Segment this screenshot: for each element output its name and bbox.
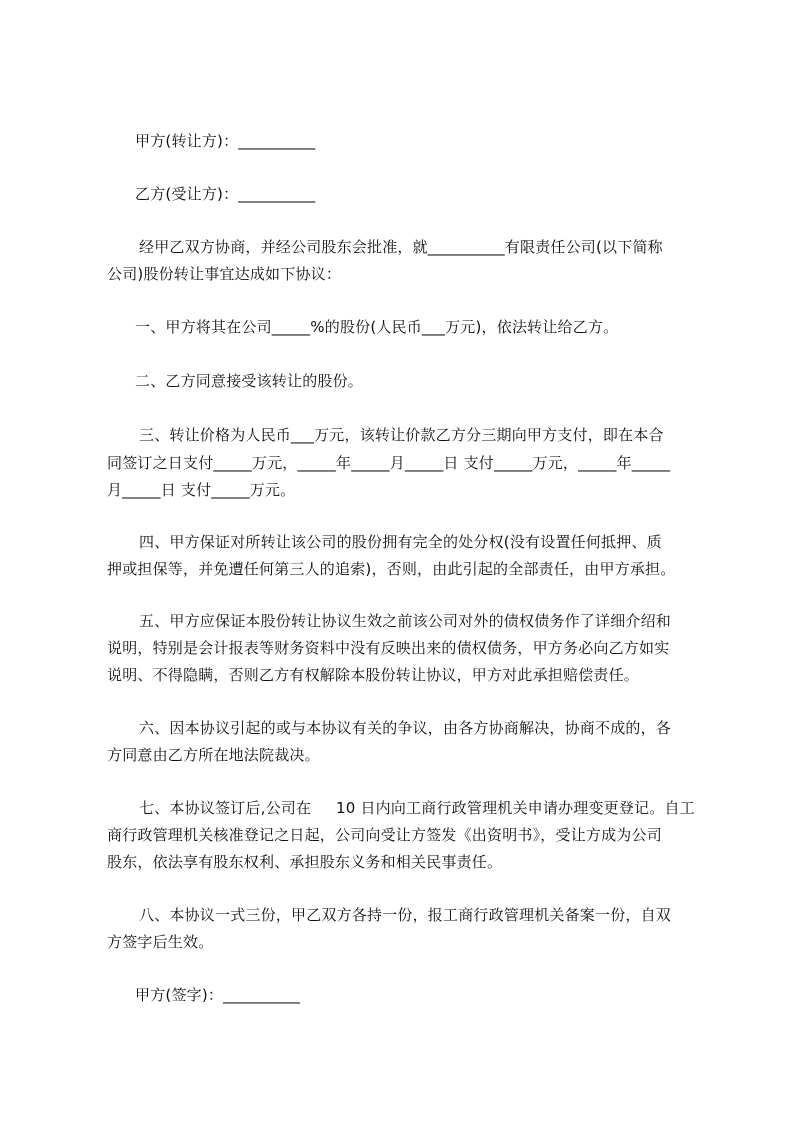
intro-line-2: 公司)股份转让事宜达成如下协议： [107,265,342,283]
clause-7-line-1: 七、本协议签订后,公司在 10 日内向工商行政管理机关申请办理变更登记。自工 [139,799,695,817]
clause-1-line-1: 一、甲方将其在公司_____%的股份(人民币___万元)，依法转让给乙方。 [135,318,619,336]
clause-7-line-3: 股东，依法享有股东权利、承担股东义务和相关民事责任。 [107,853,503,871]
clause-6-line-1: 六、因本协议引起的或与本协议有关的争议，由各方协商解决，协商不成的，各 [139,719,672,737]
clause-8-line-2: 方签字后生效。 [107,933,214,951]
clause-6-line-2: 方同意由乙方所在地法院裁决。 [107,746,320,764]
clause-8-line-1: 八、本协议一式三份，甲乙双方各持一份，报工商行政管理机关备案一份，自双 [139,906,672,924]
intro-line-1: 经甲乙双方协商，并经公司股东会批准，就__________有限责任公司(以下简称 [139,238,663,256]
clause-4-line-2: 押或担保等，并免遭任何第三人的追索)，否则，由此引起的全部责任，由甲方承担。 [107,560,676,578]
clause-2-line-1: 二、乙方同意接受该转让的股份。 [135,372,364,390]
party-a-signature-line: 甲方(签字)：__________ [135,986,301,1004]
clause-3-line-3: 月_____日 支付_____万元。 [107,481,296,499]
clause-7-line-2: 商行政管理机关核准登记之日起，公司向受让方签发《出资明书》，受让方成为公司 [107,826,662,844]
clause-5-line-2: 说明，特别是会计报表等财务资料中没有反映出来的债权债务，甲方务必向乙方如实 [107,639,670,657]
clause-5-line-1: 五、甲方应保证本股份转让协议生效之前该公司对外的债权债务作了详细介绍和 [139,612,672,630]
clause-4-line-1: 四、甲方保证对所转让该公司的股份拥有完全的处分权(没有设置任何抵押、质 [139,533,662,551]
clause-5-line-3: 说明、不得隐瞒，否则乙方有权解除本股份转让协议，甲方对此承担赔偿责任。 [107,666,640,684]
party-a-transferor-line: 甲方(转让方)：__________ [135,132,316,150]
party-b-transferee-line: 乙方(受让方)：__________ [135,185,316,203]
clause-3-line-1: 三、转让价格为人民币___万元，该转让价款乙方分三期向甲方支付，即在本合 [139,426,664,444]
clause-3-line-2: 同签订之日支付_____万元，_____年_____月_____日 支付_____万元，_____年_____ [107,454,671,472]
